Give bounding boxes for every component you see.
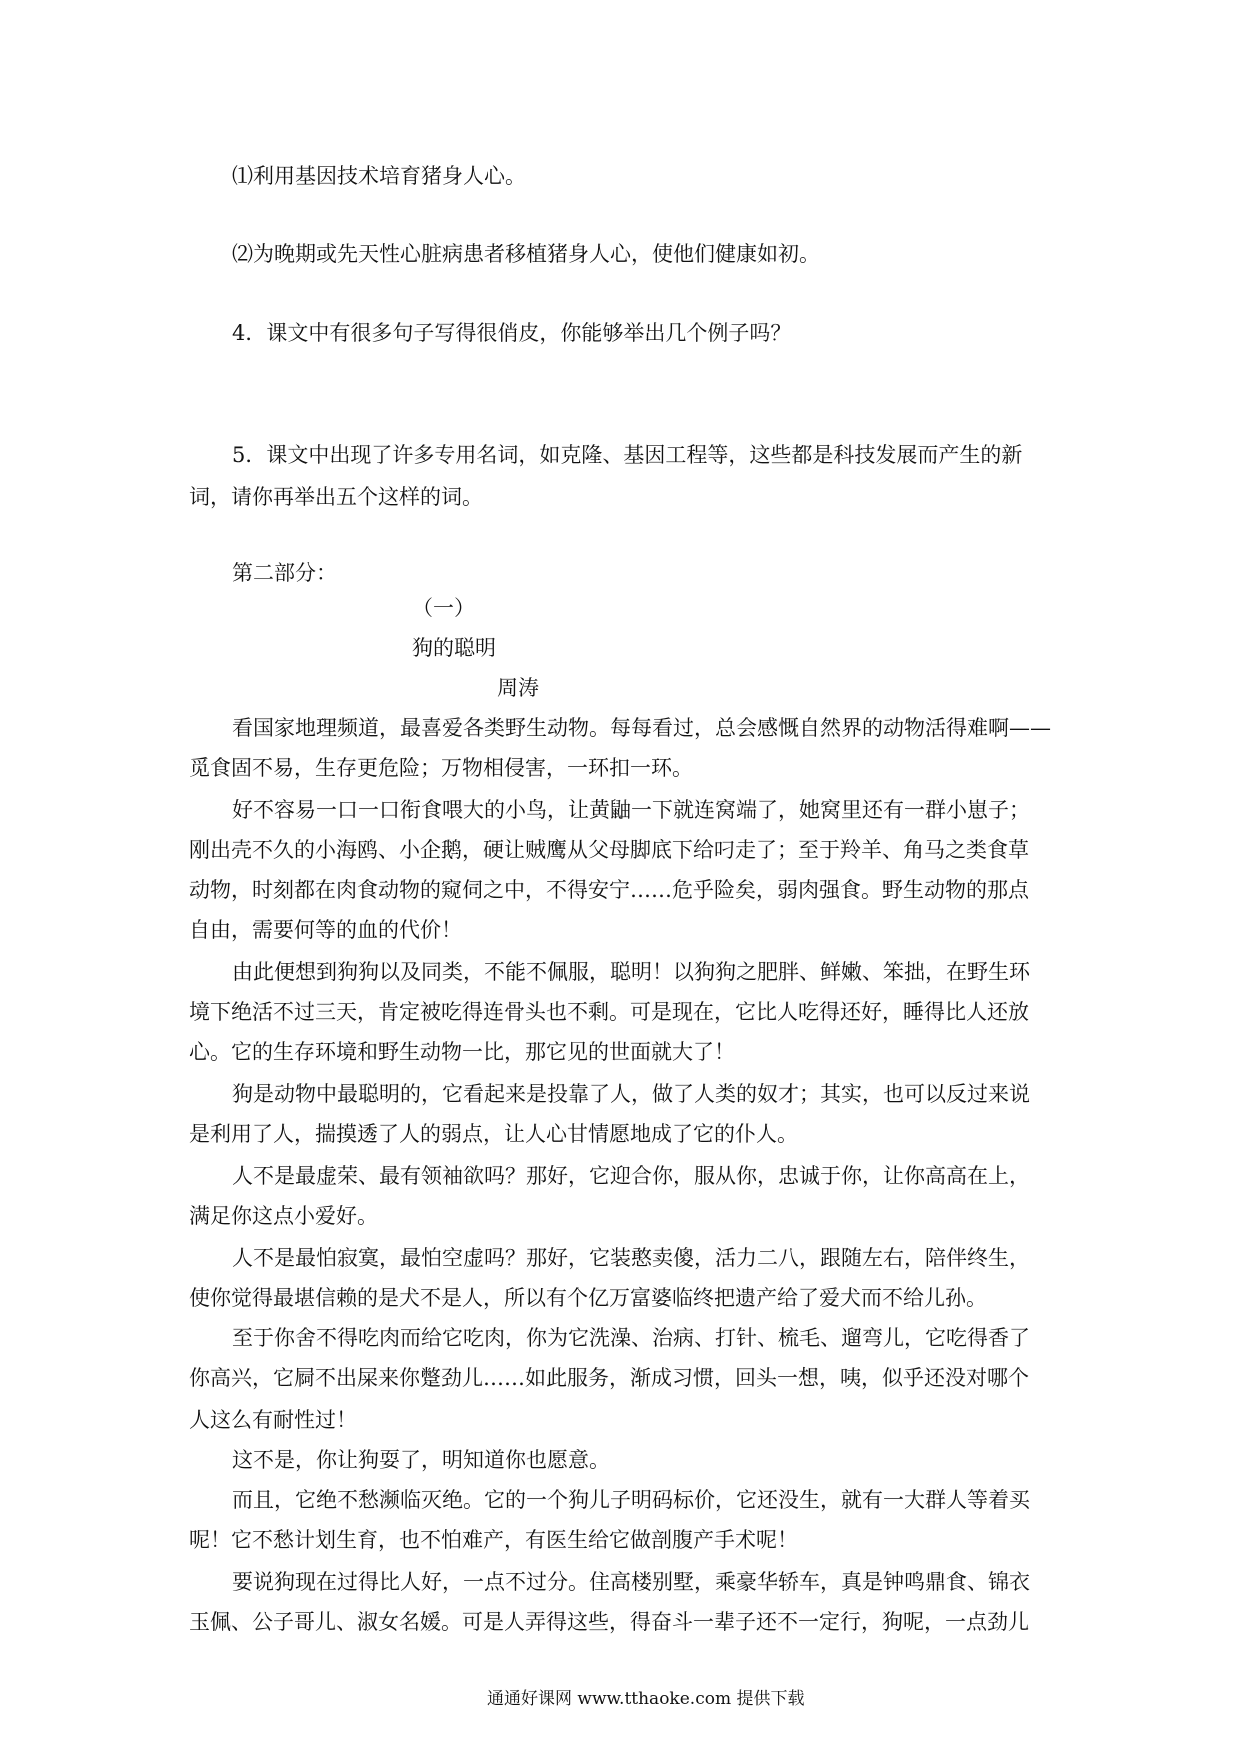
paragraph-line: 动物，时刻都在肉食动物的窥伺之中，不得安宁……危乎险矣，弱肉强食。野生动物的那点 (189, 878, 1029, 902)
question-5-line-1: 5．课文中出现了许多专用名词，如克隆、基因工程等，这些都是科技发展而产生的新 (232, 443, 1023, 467)
article-title: 狗的聪明 (412, 636, 496, 660)
question-5-line-2: 词，请你再举出五个这样的词。 (189, 485, 483, 509)
paragraph-line: 至于你舍不得吃肉而给它吃肉，你为它洗澡、治病、打针、梳毛、遛弯儿，它吃得香了 (232, 1326, 1030, 1350)
paragraph-line: 由此便想到狗狗以及同类，不能不佩服，聪明！以狗狗之肥胖、鲜嫩、笨拙，在野生环 (232, 960, 1030, 984)
paragraph-line: 要说狗现在过得比人好，一点不过分。住高楼别墅，乘豪华轿车，真是钟鸣鼎食、锦衣 (232, 1570, 1030, 1594)
paragraph-line: 好不容易一口一口衔食喂大的小鸟，让黄鼬一下就连窝端了，她窝里还有一群小崽子； (232, 798, 1030, 822)
paragraph-line: 境下绝活不过三天，肯定被吃得连骨头也不剩。可是现在，它比人吃得还好，睡得比人还放 (189, 1000, 1029, 1024)
paragraph-line: 是利用了人，揣摸透了人的弱点，让人心甘情愿地成了它的仆人。 (189, 1122, 798, 1146)
question-3-item-2: ⑵为晚期或先天性心脏病患者移植猪身人心，使他们健康如初。 (232, 242, 820, 266)
paragraph-line: 人这么有耐性过！ (189, 1408, 357, 1432)
paragraph-line: 这不是，你让狗耍了，明知道你也愿意。 (232, 1448, 610, 1472)
paragraph-line: 狗是动物中最聪明的，它看起来是投靠了人，做了人类的奴才；其实，也可以反过来说 (232, 1082, 1030, 1106)
paragraph-line: 自由，需要何等的血的代价！ (189, 918, 462, 942)
question-4: 4．课文中有很多句子写得很俏皮，你能够举出几个例子吗？ (232, 321, 792, 345)
paragraph-line: 刚出壳不久的小海鸥、小企鹅，硬让贼鹰从父母脚底下给叼走了；至于羚羊、角马之类食草 (189, 838, 1029, 862)
paragraph-line: 玉佩、公子哥儿、淑女名媛。可是人弄得这些，得奋斗一辈子还不一定行，狗呢，一点劲儿 (189, 1610, 1029, 1634)
paragraph-line: 满足你这点小爱好。 (189, 1204, 378, 1228)
paragraph-line: 心。它的生存环境和野生动物一比，那它见的世面就大了！ (189, 1040, 735, 1064)
paragraph-line: 觅食固不易，生存更危险；万物相侵害，一环扣一环。 (189, 756, 693, 780)
paragraph-line: 人不是最虚荣、最有领袖欲吗？那好，它迎合你，服从你，忠诚于你，让你高高在上， (232, 1164, 1030, 1188)
paragraph-line: 人不是最怕寂寞，最怕空虚吗？那好，它装憨卖傻，活力二八，跟随左右，陪伴终生， (232, 1246, 1030, 1270)
part-two-heading: 第二部分： (232, 561, 337, 585)
question-3-item-1: ⑴利用基因技术培育猪身人心。 (232, 164, 526, 188)
page-footer: 通通好课网 www.tthaoke.com 提供下载 (487, 1689, 805, 1709)
section-number: （一） (412, 596, 475, 620)
paragraph-line: 你高兴，它屙不出屎来你蹩劲儿……如此服务，渐成习惯，回头一想，咦，似乎还没对哪个 (189, 1366, 1029, 1390)
paragraph-line: 而且，它绝不愁濒临灭绝。它的一个狗儿子明码标价，它还没生，就有一大群人等着买 (232, 1488, 1030, 1512)
paragraph-line: 看国家地理频道，最喜爱各类野生动物。每每看过，总会感慨自然界的动物活得难啊—— (232, 716, 1051, 740)
article-author: 周涛 (497, 676, 539, 700)
paragraph-line: 使你觉得最堪信赖的是犬不是人，所以有个亿万富婆临终把遗产给了爱犬而不给儿孙。 (189, 1286, 987, 1310)
paragraph-line: 呢！它不愁计划生育，也不怕难产，有医生给它做剖腹产手术呢！ (189, 1528, 798, 1552)
